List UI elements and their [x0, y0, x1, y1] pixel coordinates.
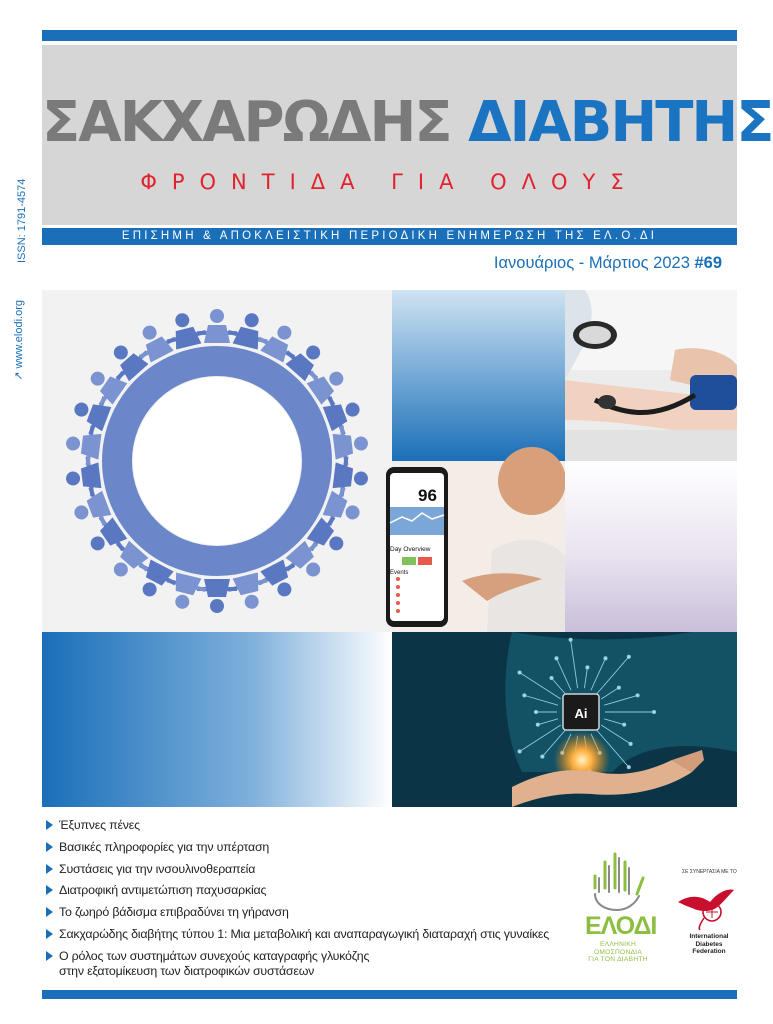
bottom-bar: [42, 990, 737, 999]
blood-pressure-photo: [565, 290, 737, 461]
glucose-phone-photo: [392, 461, 565, 632]
toc-item: [46, 927, 586, 942]
elodi-desc-line-3: ΓΙΑ ΤΟΝ ΔΙΑΒΗΤΗ: [588, 956, 648, 964]
bullet-triangle-icon: [46, 864, 53, 874]
toc-item: [46, 862, 586, 877]
title-part-1: ΣΑΚΧΑΡΩΔΗΣ: [42, 90, 451, 155]
person-figure-icon: [197, 309, 237, 343]
toc-item-text: Έξυπνες πένες: [59, 818, 140, 832]
bullet-triangle-icon: [46, 842, 53, 852]
person-figure-icon: [197, 579, 237, 613]
tagline-bar: ΕΠΙΣΗΜΗ & ΑΠΟΚΛΕΙΣΤΙΚΗ ΠΕΡΙΟΔΙΚΗ ΕΝΗΜΕΡΩΣΗ ΤΗΣ ΕΛ.Ο.ΔΙ: [42, 228, 737, 245]
magazine-title: [42, 90, 773, 155]
people-ring-graphic: [42, 290, 392, 632]
toc-item: [46, 905, 586, 920]
toc-item: [46, 840, 586, 855]
phone-overview: Day Overview: [390, 546, 431, 553]
issue-period: Ιανουάριος - Μάρτιος 2023: [493, 254, 695, 272]
people-circle-illustration: [42, 290, 392, 632]
issue-info: [494, 254, 722, 273]
blue-gradient-tile: [392, 290, 565, 461]
idf-name-line-2: Diabetes: [695, 940, 723, 948]
elodi-wordmark: ΕΛΟΔΙ: [585, 912, 657, 940]
violet-gradient-tile: [565, 461, 737, 632]
title-part-2: ΔΙΑΒΗΤΗΣ: [468, 90, 773, 155]
bullet-triangle-icon: [46, 951, 53, 961]
elodi-description: [585, 941, 651, 964]
person-figure-icon: [332, 455, 371, 499]
toc-item-text: Το ζωηρό βάδισμα επιβραδύνει τη γήρανση: [59, 905, 289, 920]
ai-chip-illustration: [392, 632, 737, 807]
bullet-triangle-icon: [46, 820, 53, 830]
bullet-triangle-icon: [46, 907, 53, 917]
ai-chip-label: Ai: [574, 706, 588, 721]
masthead: [42, 45, 773, 225]
toc-item-text: Διατροφική αντιμετώπιση παχυσαρκίας: [59, 883, 267, 898]
toc-item-text-line-2: στην εξατομίκευση των διατροφικών συστάσεων: [59, 963, 315, 978]
toc-item-text: Συστάσεις για την ινσουλινοθεραπεία: [59, 861, 256, 876]
issn-label: ISSN: 1791-4574: [16, 178, 28, 263]
idf-name-line-1: International: [689, 933, 729, 940]
elodi-desc-line-1: ΕΛΛΗΝΙΚΗ: [599, 941, 637, 948]
idf-name: [680, 933, 738, 956]
toc-item-text: Βασικές πληροφορίες για την υπέρταση: [59, 839, 270, 854]
bullet-triangle-icon: [46, 885, 53, 895]
magazine-subtitle: ΦΡΟΝΤΙΔΑ ΓΙΑ ΟΛΟΥΣ: [140, 170, 639, 194]
website-link[interactable]: ↗ www.elodi.org: [13, 300, 25, 381]
toc-item-text: Ο ρόλος των συστημάτων συνεχούς καταγραφής γλυκόζης: [59, 948, 370, 963]
elodi-desc-line-2: ΟΜΟΣΠΟΝΔΙΑ: [593, 948, 643, 956]
toc-item-text: Σακχαρώδης διαβήτης τύπου 1: Μια μεταβολική και αναπαραγωγική διαταραχή στις γυναίκες: [59, 926, 549, 941]
blood-pressure-illustration: [565, 290, 737, 461]
person-figure-icon: [64, 455, 103, 499]
toc-item: [46, 818, 586, 833]
partner-label: ΣΕ ΣΥΝΕΡΓΑΣΙΑ ΜΕ ΤΟ: [682, 869, 737, 875]
phone-reading: 96: [418, 486, 437, 505]
toc-item: [46, 949, 586, 979]
phone-events: Events: [390, 570, 409, 576]
bullet-triangle-icon: [46, 929, 53, 939]
person-figure-icon: [332, 423, 371, 467]
idf-bird-logo-icon: [676, 882, 736, 930]
idf-name-line-3: Federation: [692, 948, 726, 955]
toc-item: [46, 883, 586, 898]
table-of-contents: [46, 818, 586, 986]
top-bar: [42, 30, 737, 41]
issue-number: #69: [694, 254, 722, 272]
phone-app-illustration: [392, 461, 565, 632]
blue-horizontal-gradient-tile: [42, 632, 392, 807]
ai-hand-photo: [392, 632, 737, 807]
person-figure-icon: [64, 423, 103, 467]
